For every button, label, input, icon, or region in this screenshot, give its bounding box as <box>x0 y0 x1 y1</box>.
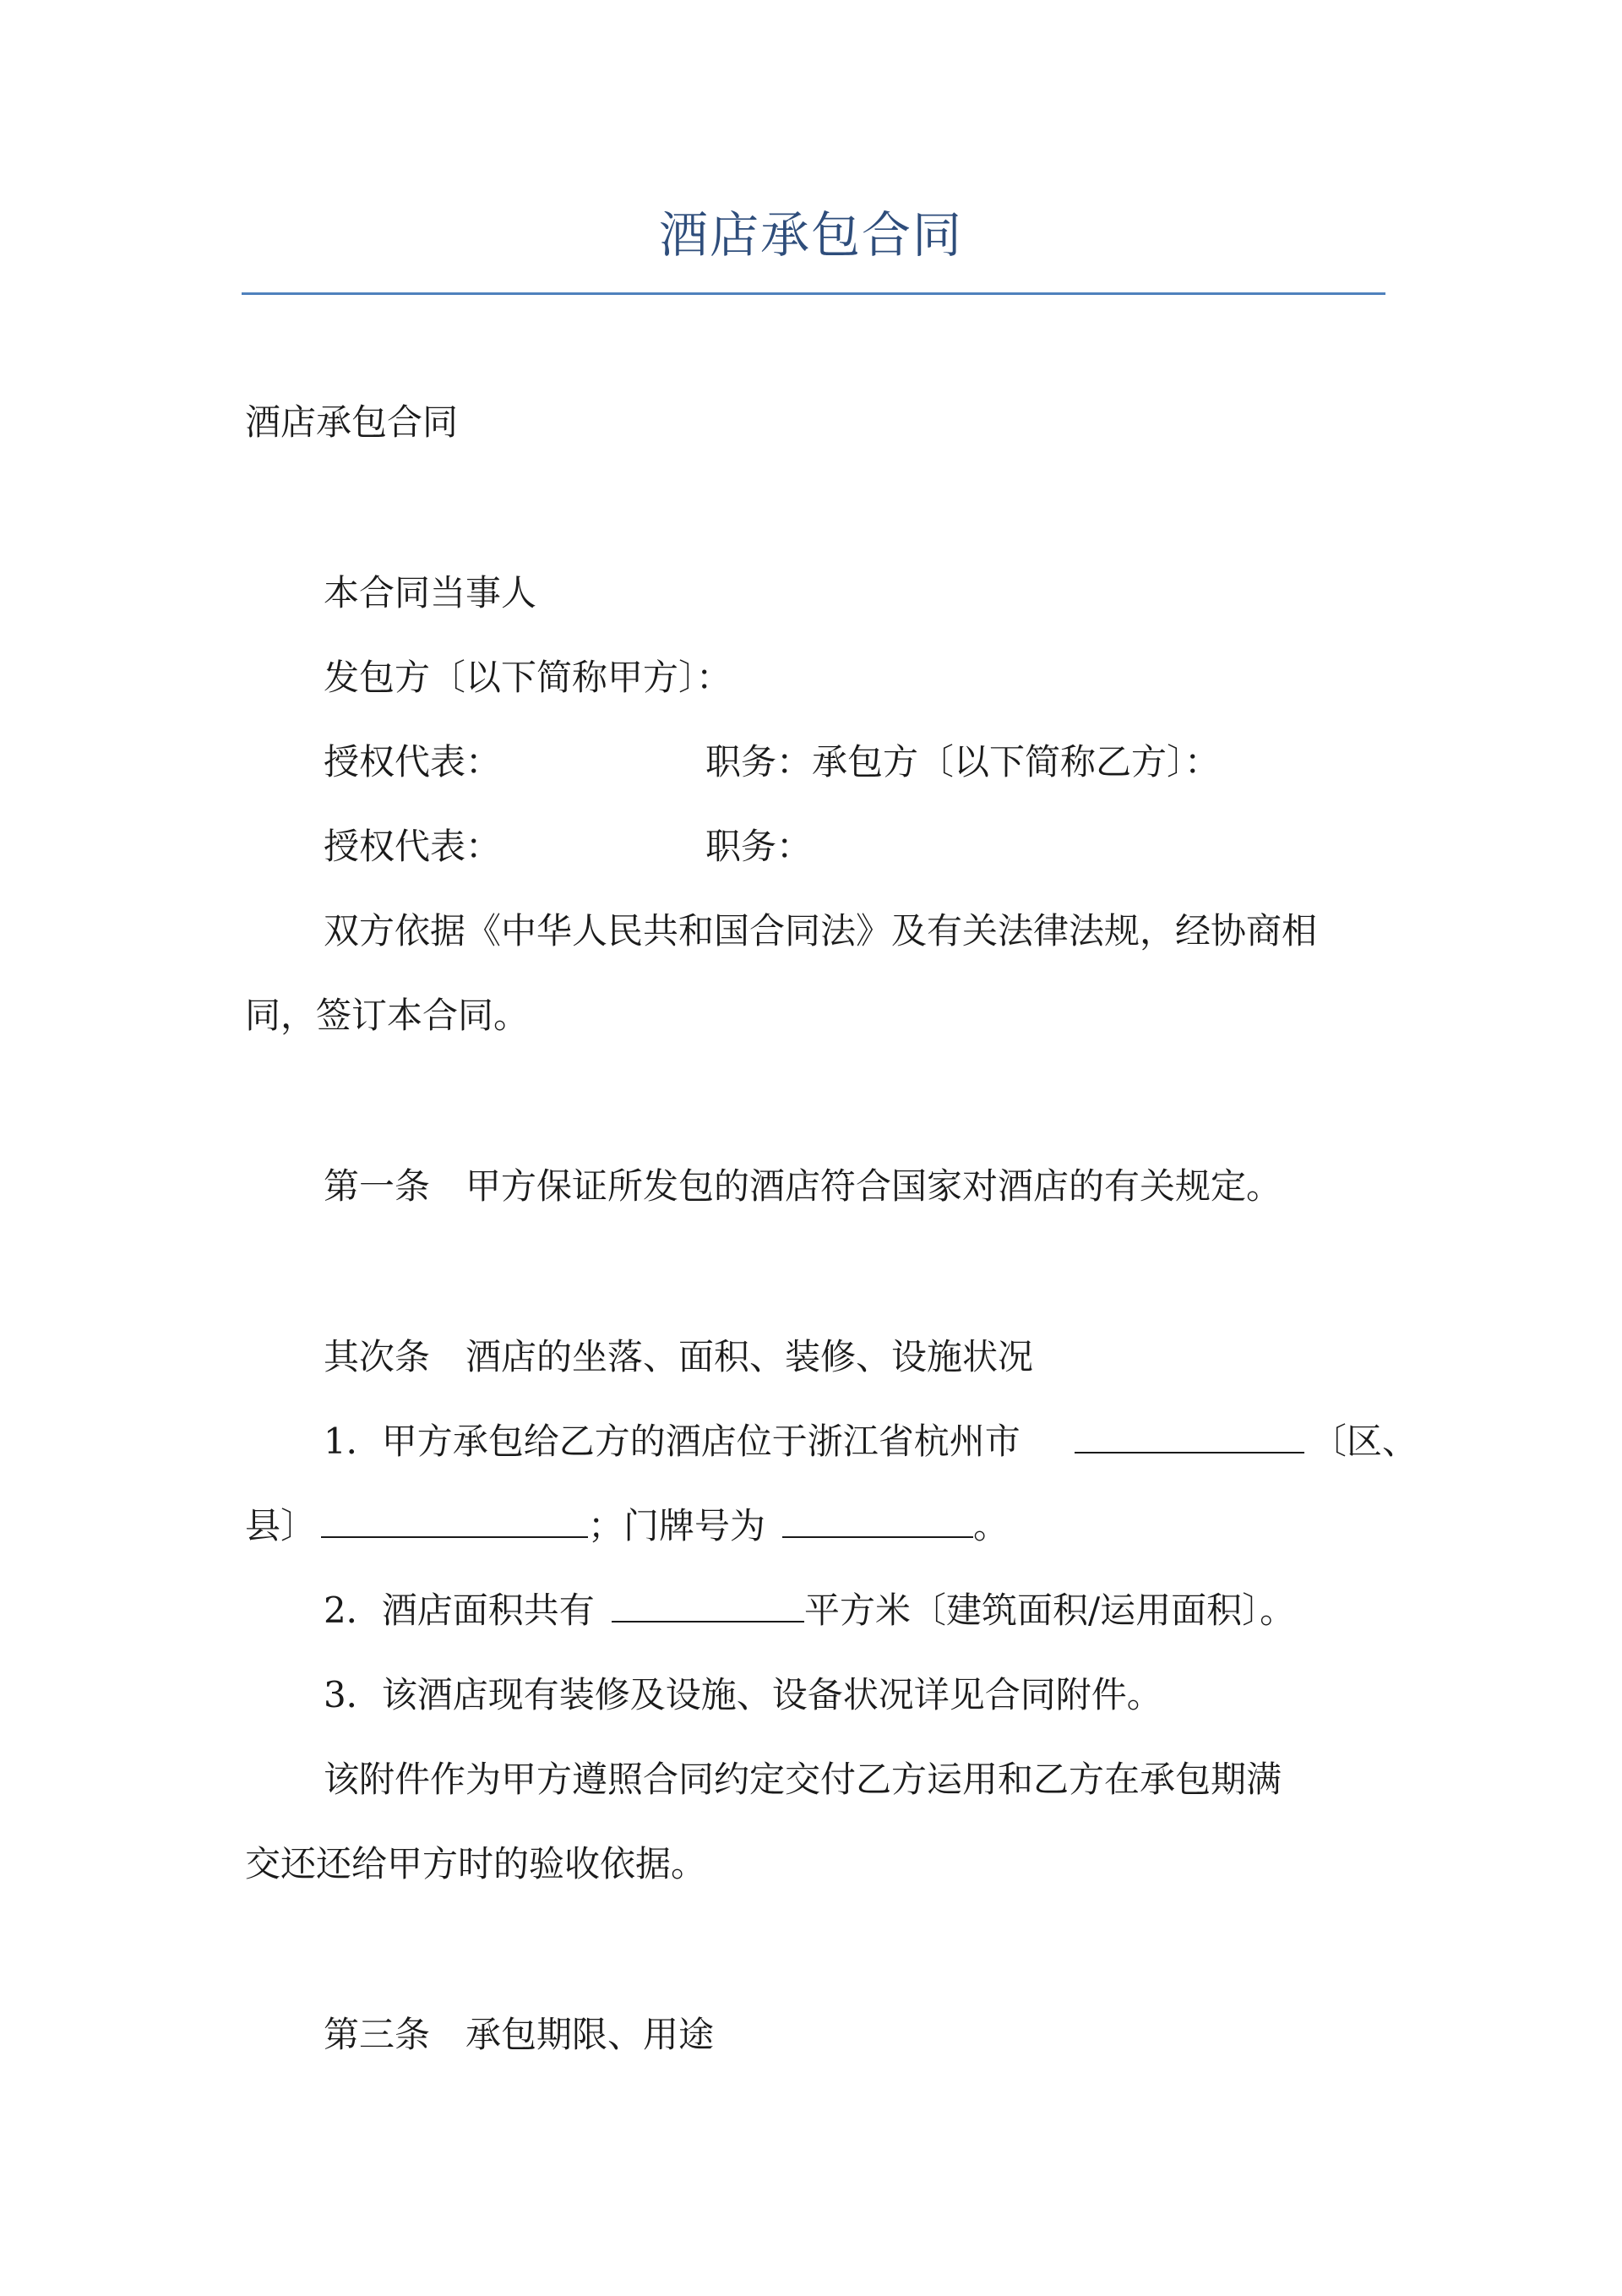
rep2-label: 授权代表： <box>324 826 502 867</box>
rep1-position: 职务：承包方〔以下简称乙方〕： <box>705 741 1221 783</box>
rep2-position: 职务： <box>705 826 813 867</box>
article-2-item-1-text: 1．甲方承包给乙方的酒店位于浙江省杭州市 <box>324 1421 1021 1462</box>
attachment-line-2: 交还还给甲方时的验收依据。 <box>245 1843 707 1884</box>
rep1-label: 授权代表： <box>324 741 502 783</box>
article-2-item-1-end: 。 <box>973 1505 1010 1546</box>
parties-heading: 本合同当事人 <box>324 572 537 614</box>
title-divider <box>242 292 1385 295</box>
document-subtitle: 酒店承包合同 <box>245 401 459 443</box>
document-title: 酒店承包合同 <box>658 206 963 264</box>
article-2-item-1-doorplate: ；门牌号为 <box>588 1505 766 1546</box>
article-1: 第一条 甲方保证所发包的酒店符合国家对酒店的有关规定。 <box>324 1165 1282 1207</box>
preamble-line-1: 双方依据《中华人民共和国合同法》及有关法律法规，经协商相 <box>324 910 1318 952</box>
area-blank <box>612 1585 804 1636</box>
article-3-heading: 第三条 承包期限、用途 <box>324 2014 715 2055</box>
preamble-line-2: 同，签订本合同。 <box>245 995 530 1036</box>
article-2-item-1-county: 县〕 <box>245 1505 317 1546</box>
article-2-item-1-district: 〔区、 <box>1311 1421 1418 1462</box>
article-2-heading: 其次条 酒店的坐落、面积、装修、设施状况 <box>324 1336 1034 1377</box>
county-blank <box>321 1501 588 1552</box>
attachment-line-1: 该附件作为甲方遵照合同约定交付乙方运用和乙方在承包期满 <box>324 1759 1282 1800</box>
district-blank <box>1075 1416 1304 1467</box>
article-2-item-2-unit: 平方米〔建筑面积/运用面积〕。 <box>804 1590 1296 1631</box>
article-2-item-3: 3．该酒店现有装修及设施、设备状况详见合同附件。 <box>324 1674 1162 1715</box>
party-a-line: 发包方〔以下简称甲方〕： <box>324 657 732 698</box>
doorplate-blank <box>782 1501 973 1552</box>
article-2-item-2-text: 2．酒店面积共有 <box>324 1590 595 1631</box>
